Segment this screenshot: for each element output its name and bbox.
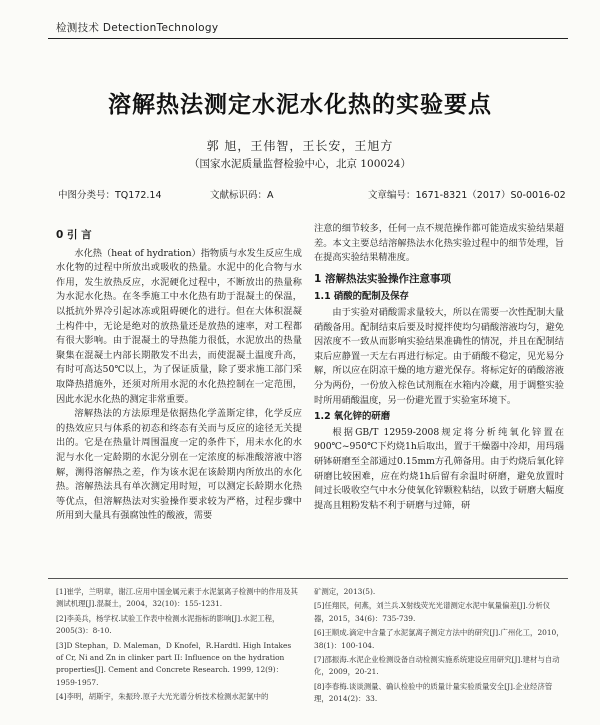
references-left xyxy=(56,586,298,725)
intro-paragraph-1: 水化热（heat of hydration）指物质与水发生反应生成水化物的过程中所放出或吸收的热量。水泥中的化合物与水作用，发生放热反应，水泥硬化过程中，不断放出的热量称为水泥水化热。在冬季施工中水化热有助于混凝土的保温，以抵抗外界冷引起冰冻或阻碍硬化的进行。但在大体积混凝土构件中，无论是绝对的放热量还是放热的速率，对工程都有很大影响。由于混凝土的导热能力很低，水泥放出的热量聚集在混凝土内部长期散发不出去，而使混凝土温度升高，有时可高达50℃以上，为了保证质量，除了要求施工部门采取降热措施外，还须对所用水泥的水化热控制在一定范围，因此水泥水化热的测定非常重要。 xyxy=(56,247,302,405)
paper-title: 溶解热法测定水泥水化热的实验要点 xyxy=(108,92,492,118)
affiliation: （国家水泥质量监督检验中心，北京 100024） xyxy=(189,158,411,170)
reference-item: [5]任翔民，何燕，刘兰兵.X射线荧光光谱测定水泥中氧量偏差[J].分析仪器，2015，34(6)：735-739. xyxy=(314,601,551,623)
reference-item: [1]崔学，兰明章，谢江.应用中国金属元素于水泥氯离子检测中的作用及其测试机理[J].混凝土，2004，32(10)：155-1231. xyxy=(56,587,298,609)
reference-item: [8]李春梅.谈谈测量、确认检验中的质量计量实验质量安全[J].企业经济管理，2014(2)：33. xyxy=(314,681,553,704)
reference-item: [3]D Stephan，D. Maleman，D Knofel，R.Hardtl. High Intakes of Cr, Ni and Zn in clinker part II: Influence on the hydration properties[J]. Cement and Concrete Research. 1999, 12(9)：1959-1957. xyxy=(56,640,292,687)
reference-item: 矿测定，2013(5). xyxy=(314,587,376,596)
reference-item: [7]邵振海.水泥企业检测设备自动检测实施系统建设应用研究[J].建材与自动化，2009，20-21. xyxy=(314,655,560,677)
intro-heading: 0 引 言 xyxy=(56,229,92,241)
left-column xyxy=(56,222,302,522)
right-column xyxy=(314,222,564,514)
document-code: 文献标识码：A xyxy=(210,190,274,201)
reference-item: [6]王顺成.滴定中含量了水泥氯离子测定方法中的研究[J].广州化工，2010，38(1)：100-104. xyxy=(314,628,564,650)
running-header xyxy=(0,0,600,36)
section-1-heading: 1 溶解热法实验操作注意事项 xyxy=(314,272,451,285)
authors: 郭 旭，王伟智，王长安，王旭方 xyxy=(206,139,394,153)
subsection-1-1-text: 由于实验对硝酸需求量较大，所以在需要一次性配制大量硝酸备用。配制结束后要及时搅拌使均匀硝酸溶液均匀，避免因浓度不一致从而影响实验结果准确性的情况，并且在配制结束后应静置一天左右再进行标定。由于硝酸不稳定，见光易分解，所以应在阴凉干燥的地方避光保存。将标定好的硝酸溶液分为两份，一份放入棕色试剂瓶在水箱内冷藏，用于调整实验时所用硝酸温度，另一份避光置于实验室环境下。 xyxy=(314,306,564,406)
header-rule xyxy=(48,38,568,39)
reference-item: [4]李明，胡斯宇，朱振玲.原子大光光谱分析技术检测水泥氯中的 xyxy=(56,692,269,702)
references-right xyxy=(314,586,564,725)
clc-number: 中图分类号：TQ172.14 xyxy=(58,190,162,201)
journal-section-label: 检测技术 DetectionTechnology xyxy=(56,22,219,34)
reference-item: [2]李美兵，杨学权.试验工作表中检测水泥指标的影响[J].水泥工程，2005(3)：8-10. xyxy=(56,613,280,636)
references-rule xyxy=(48,578,568,579)
subsection-1-2-heading: 1.2 氧化锌的研磨 xyxy=(314,411,391,423)
continuation-paragraph: 注意的细节较多，任何一点不规范操作都可能造成实验结果超差。本文主要总结溶解热法水化热实验过程中的细节处理，旨在提高实验结果精准度。 xyxy=(314,223,564,264)
intro-paragraph-2: 溶解热法的方法原理是依据热化学盖斯定律，化学反应的热效应只与体系的初态和终态有关而与反应的途径无关提出的。它是在热量计周围温度一定的条件下，用未水化的水泥与水化一定龄期的水泥分别在一定浓度的标准酸溶液中溶解，测得溶解热之差，作为该水泥在该龄期内所放出的水化热。溶解热法具有单次测定用时短，可以测定长龄期水化热等优点，但溶解热法对实验操作要求较为严格，过程步骤中所用到大量具有强腐蚀性的酸液，需要 xyxy=(56,408,302,522)
subsection-1-1-heading: 1.1 硝酸的配制及保存 xyxy=(314,291,409,303)
subsection-1-2-text: 根据GB/T 12959-2008规定将分析纯氧化锌置在900℃~950℃下灼烧1h后取出，置于干燥器中冷却，用玛瑙研钵研磨至全部通过0.15mm方孔筛备用。由于灼烧后氧化锌研磨比较困难，应在灼烧1h后留有余温时研磨，避免放置时间过长吸收空气中水分使氧化锌颗粒粘结，以致于研磨大幅度提高且粗粉发粘不利于研磨与过筛，研 xyxy=(314,426,564,511)
article-number: 文章编号：1671-8321（2017）S0-0016-02 xyxy=(368,190,566,201)
